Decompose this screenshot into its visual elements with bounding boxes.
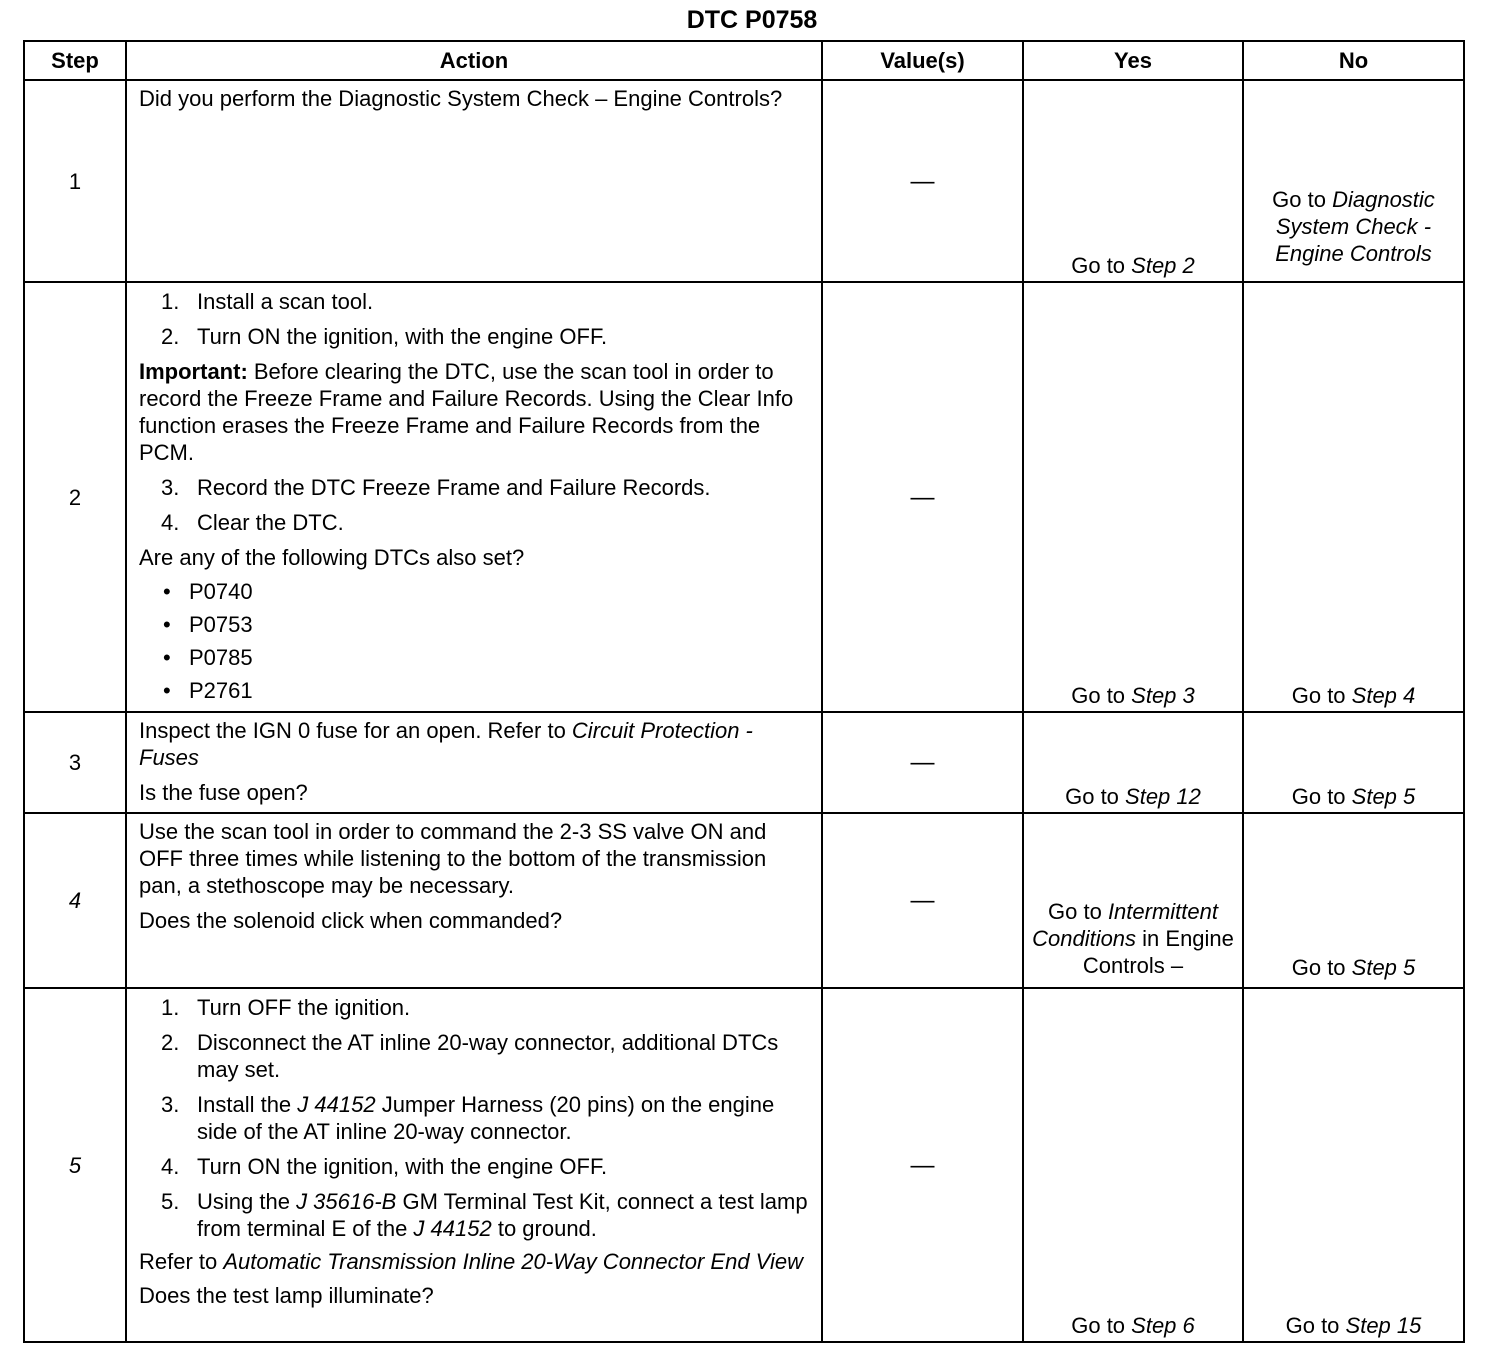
no-link[interactable]: Step 5 <box>1351 784 1416 809</box>
yes-cell <box>1023 813 1243 988</box>
reference-link[interactable]: Automatic Transmission Inline 20-Way Connector End View <box>223 1249 803 1274</box>
list-item-text: Record the DTC Freeze Frame and Failure Records. <box>197 475 711 500</box>
action-text: Did you perform the Diagnostic System Check – Engine Controls? <box>139 86 783 111</box>
action-question: Does the test lamp illuminate? <box>139 1283 434 1308</box>
dtc-code: P2761 <box>189 678 253 703</box>
step-number: 4 <box>24 813 126 988</box>
list-item: 4. Clear the DTC. <box>161 510 344 535</box>
header-values: Value(s) <box>822 41 1023 80</box>
text-fragment: to ground. <box>491 1216 597 1241</box>
list-item: 3. Install the J 44152 Jumper Harness (20 pins) on the engine side of the AT inline 20-way connector. <box>161 1092 775 1144</box>
header-step: Step <box>24 41 126 80</box>
list-item: 1. Turn OFF the ignition. <box>161 995 411 1020</box>
list-item-text: Turn ON the ignition, with the engine OFF. <box>197 324 608 349</box>
action-question: Are any of the following DTCs also set? <box>139 545 525 570</box>
dtc-code: P0740 <box>189 579 253 604</box>
yes-link[interactable]: Step 12 <box>1125 784 1201 809</box>
yes-suffix: in Engine Controls – <box>1082 926 1234 978</box>
no-cell <box>1243 988 1464 1342</box>
list-item: 1. Install a scan tool. <box>161 289 374 314</box>
yes-link[interactable]: Step 6 <box>1131 1313 1195 1338</box>
page-title: DTC P0758 <box>686 6 818 34</box>
list-item: • P0785 <box>163 645 253 670</box>
procedure-list <box>139 288 809 350</box>
important-text: Before clearing the DTC, use the scan tool in order to record the Freeze Frame and Failure Records. Using the Clear Info function erases the Freeze Frame and Failure Records from the PCM. <box>139 359 794 465</box>
action-text <box>139 717 809 771</box>
action-cell <box>126 712 822 813</box>
no-link[interactable]: Step 15 <box>1345 1313 1422 1338</box>
no-prefix: Go to <box>1272 187 1333 212</box>
list-item-text <box>197 1092 774 1144</box>
dtc-code: P0785 <box>189 645 253 670</box>
list-item: • P0740 <box>163 579 253 604</box>
yes-cell <box>1023 80 1243 282</box>
list-item-text: Turn ON the ignition, with the engine OFF. <box>197 1154 608 1179</box>
list-item: 3. Record the DTC Freeze Frame and Failure Records. <box>161 475 711 500</box>
refer-text <box>139 1250 809 1274</box>
list-item-text <box>197 1189 808 1241</box>
yes-link[interactable]: Intermittent Conditions <box>1032 899 1218 951</box>
list-item: 2. Disconnect the AT inline 20-way connector, additional DTCs may set. <box>161 1030 779 1082</box>
table-row <box>24 988 1464 1342</box>
list-item: 2. Turn ON the ignition, with the engine OFF. <box>161 324 608 349</box>
yes-cell <box>1023 988 1243 1342</box>
header-no: No <box>1243 41 1464 80</box>
no-link[interactable]: Diagnostic System Check - Engine Controls <box>1275 187 1435 266</box>
yes-prefix: Go to <box>1071 1313 1132 1338</box>
yes-prefix: Go to <box>1048 899 1108 924</box>
value-cell: — <box>822 712 1023 813</box>
no-prefix: Go to <box>1291 683 1352 708</box>
tool-reference: J 44152 <box>413 1216 492 1241</box>
dtc-list <box>139 575 809 707</box>
action-cell <box>126 80 822 282</box>
yes-link[interactable]: Step 3 <box>1131 683 1195 708</box>
step-number: 5 <box>24 988 126 1342</box>
reference-link[interactable]: Circuit Protection - Fuses <box>139 718 753 770</box>
action-cell <box>126 988 822 1342</box>
list-item-text: Install a scan tool. <box>197 289 374 314</box>
value-cell: — <box>822 80 1023 282</box>
list-item: • P2761 <box>163 678 253 703</box>
table-row <box>24 80 1464 282</box>
list-item: 4. Turn ON the ignition, with the engine OFF. <box>161 1154 608 1179</box>
table-row <box>24 813 1464 988</box>
yes-cell <box>1023 712 1243 813</box>
yes-prefix: Go to <box>1065 784 1126 809</box>
value-cell: — <box>822 282 1023 712</box>
important-note <box>139 358 809 466</box>
action-question: Is the fuse open? <box>139 780 308 805</box>
list-item: 5. Using the J 35616-B GM Terminal Test Kit, connect a test lamp from terminal E of the J 44152 to ground. <box>161 1189 808 1241</box>
action-cell <box>126 282 822 712</box>
list-item: • P0753 <box>163 612 253 637</box>
list-item-text: Disconnect the AT inline 20-way connector, additional DTCs may set. <box>197 1030 779 1082</box>
refer-prefix: Refer to <box>139 1249 224 1274</box>
table-row <box>24 282 1464 712</box>
yes-cell <box>1023 282 1243 712</box>
yes-prefix: Go to <box>1071 253 1132 278</box>
action-cell <box>126 813 822 988</box>
header-yes: Yes <box>1023 41 1243 80</box>
step-number: 1 <box>24 80 126 282</box>
action-text-main: Inspect the IGN 0 fuse for an open. Refer to <box>139 718 572 743</box>
yes-link[interactable]: Step 2 <box>1131 253 1195 278</box>
yes-prefix: Go to <box>1071 683 1132 708</box>
no-cell <box>1243 80 1464 282</box>
value-cell: — <box>822 988 1023 1342</box>
list-item-text: Clear the DTC. <box>197 510 344 535</box>
no-link[interactable]: Step 5 <box>1351 955 1416 980</box>
no-prefix: Go to <box>1291 784 1352 809</box>
dtc-code: P0753 <box>189 612 253 637</box>
action-text: Use the scan tool in order to command the 2-3 SS valve ON and OFF three times while listening to the bottom of the transmission pan, a stethoscope may be necessary. <box>139 819 767 898</box>
text-fragment: Install the <box>197 1092 298 1117</box>
no-prefix: Go to <box>1291 955 1352 980</box>
text-fragment: Using the <box>197 1189 297 1214</box>
step-number: 2 <box>24 282 126 712</box>
text-fragment: Jumper Harness (20 pins) on the engine side of the AT inline 20-way connector. <box>197 1092 775 1144</box>
no-link[interactable]: Step 4 <box>1351 683 1416 708</box>
list-item-text: Turn OFF the ignition. <box>197 995 411 1020</box>
no-cell <box>1243 282 1464 712</box>
no-cell <box>1243 712 1464 813</box>
value-cell: — <box>822 813 1023 988</box>
step-number: 3 <box>24 712 126 813</box>
tool-reference: J 35616-B <box>296 1189 397 1214</box>
header-row <box>24 41 1464 80</box>
table-row <box>24 712 1464 813</box>
no-prefix: Go to <box>1285 1313 1346 1338</box>
action-question: Does the solenoid click when commanded? <box>139 908 563 933</box>
procedure-list <box>139 994 809 1242</box>
important-label: Important: <box>139 359 248 384</box>
text-fragment: GM Terminal Test Kit, connect a test lamp from terminal E of the <box>197 1189 808 1241</box>
diagnostic-table <box>23 40 1465 1343</box>
header-action: Action <box>126 41 822 80</box>
no-cell <box>1243 813 1464 988</box>
procedure-list <box>139 474 809 536</box>
tool-reference: J 44152 <box>297 1092 376 1117</box>
